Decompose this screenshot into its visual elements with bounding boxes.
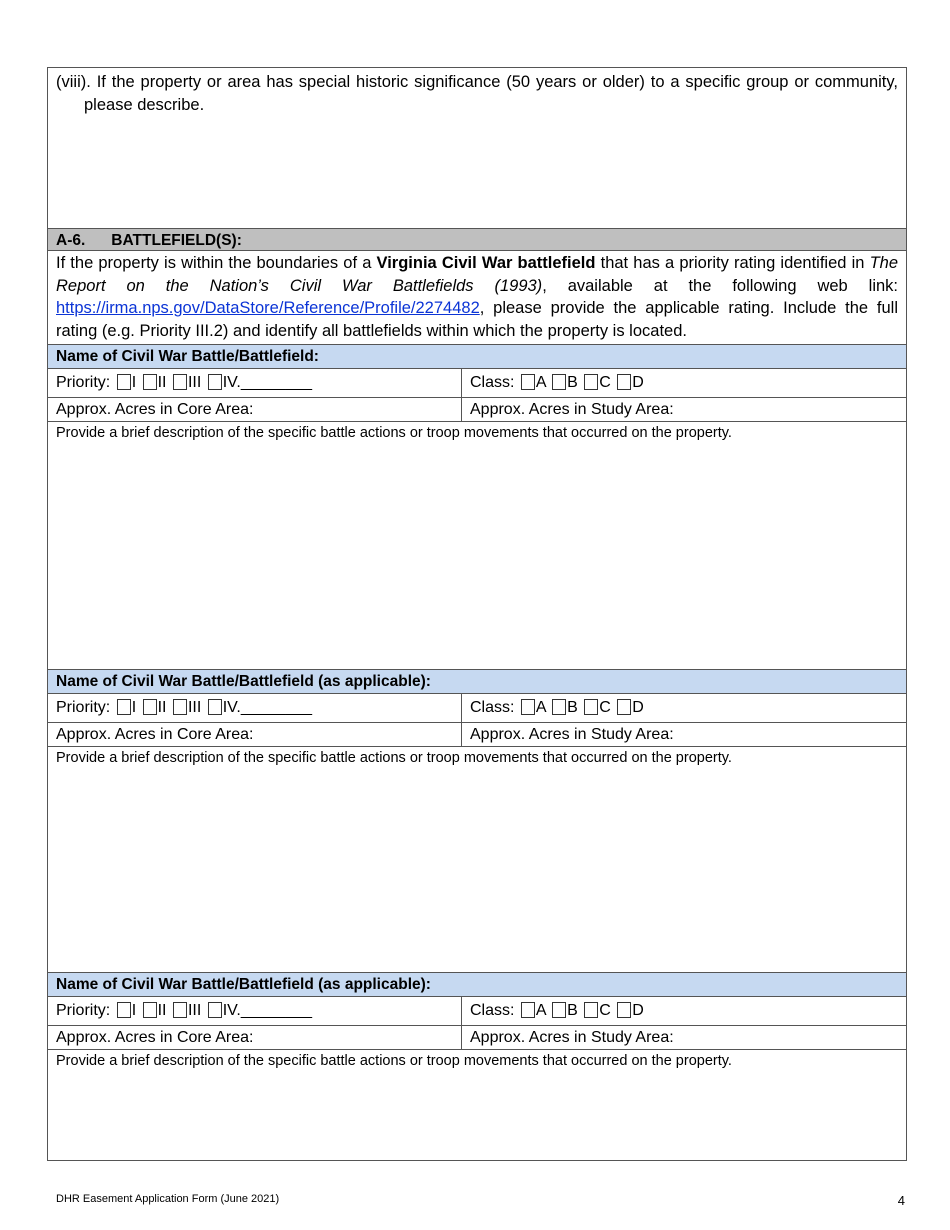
priority-checkbox[interactable] bbox=[173, 1002, 187, 1018]
battlefield-name-field[interactable]: Name of Civil War Battle/Battlefield (as applicable): bbox=[48, 973, 906, 997]
report-title: The Report on the Nation’s Civil War Battlefields (1993) bbox=[56, 254, 899, 295]
class-option: B bbox=[567, 1002, 578, 1019]
rating-row bbox=[48, 997, 906, 1026]
priority-checkbox[interactable] bbox=[208, 699, 222, 715]
priority-checkbox[interactable] bbox=[173, 374, 187, 390]
class-option: A bbox=[535, 374, 546, 391]
intro-text-3: , available at the following web link: bbox=[542, 276, 899, 295]
battle-description-field[interactable] bbox=[48, 1050, 906, 1160]
priority-checkbox[interactable] bbox=[143, 699, 157, 715]
priority-option: I bbox=[131, 699, 137, 716]
study-acres-field[interactable]: Approx. Acres in Study Area: bbox=[470, 726, 674, 743]
rating-row bbox=[48, 369, 906, 398]
study-acres-field[interactable]: Approx. Acres in Study Area: bbox=[470, 401, 674, 418]
rating-row bbox=[48, 694, 906, 723]
intro-bold-text: Virginia Civil War battlefield bbox=[376, 254, 596, 272]
priority-cell bbox=[48, 694, 462, 722]
report-link[interactable]: https://irma.nps.gov/DataStore/Reference/Profile/2274482 bbox=[56, 299, 480, 317]
class-label: Class: bbox=[470, 374, 515, 391]
priority-checkbox[interactable] bbox=[208, 374, 222, 390]
battle-description-field[interactable] bbox=[48, 747, 906, 973]
application-form bbox=[47, 67, 907, 1161]
class-checkbox[interactable] bbox=[552, 1002, 566, 1018]
priority-checkbox[interactable] bbox=[117, 699, 131, 715]
priority-checkbox[interactable] bbox=[117, 1002, 131, 1018]
class-option: B bbox=[567, 374, 578, 391]
class-checkbox[interactable] bbox=[617, 1002, 631, 1018]
class-option: C bbox=[599, 699, 611, 716]
acres-row bbox=[48, 398, 906, 422]
acres-row bbox=[48, 723, 906, 747]
class-option: D bbox=[632, 374, 644, 391]
class-label: Class: bbox=[470, 1002, 515, 1019]
priority-option: II bbox=[157, 1002, 167, 1019]
priority-checkbox[interactable] bbox=[143, 374, 157, 390]
priority-option: I bbox=[131, 1002, 137, 1019]
class-checkbox[interactable] bbox=[552, 374, 566, 390]
class-option: A bbox=[535, 699, 546, 716]
class-checkbox[interactable] bbox=[521, 1002, 535, 1018]
priority-option: III bbox=[187, 1002, 202, 1019]
question-number: (viii). bbox=[56, 73, 91, 91]
footer-form-name: DHR Easement Application Form (June 2021) bbox=[56, 1193, 280, 1205]
priority-option: IV.________ bbox=[222, 374, 313, 391]
class-cell bbox=[462, 369, 906, 397]
class-option: C bbox=[599, 1002, 611, 1019]
class-checkbox[interactable] bbox=[584, 374, 598, 390]
study-acres-field[interactable]: Approx. Acres in Study Area: bbox=[470, 1029, 674, 1046]
acres-row bbox=[48, 1026, 906, 1050]
priority-checkbox[interactable] bbox=[117, 374, 131, 390]
class-label: Class: bbox=[470, 699, 515, 716]
priority-option: IV.________ bbox=[222, 699, 313, 716]
class-option: A bbox=[535, 1002, 546, 1019]
intro-text-4: , please provide the applicable rating. Include the full rating (e.g. Priority III.2) and identify all battlefields within which the property is located. bbox=[56, 299, 898, 340]
priority-checkbox[interactable] bbox=[208, 1002, 222, 1018]
priority-cell bbox=[48, 997, 462, 1025]
class-cell bbox=[462, 997, 906, 1025]
question-text: If the property or area has special historic significance (50 years or older) to a specific group or community, please describe. bbox=[84, 73, 899, 114]
section-title: BATTLEFIELD(S): bbox=[111, 232, 242, 249]
class-option: D bbox=[632, 699, 644, 716]
core-acres-field[interactable]: Approx. Acres in Core Area: bbox=[48, 723, 462, 746]
significance-question-viii[interactable] bbox=[48, 68, 906, 229]
intro-text-1: If the property is within the boundaries of a bbox=[56, 254, 377, 272]
priority-cell bbox=[48, 369, 462, 397]
class-checkbox[interactable] bbox=[521, 699, 535, 715]
description-prompt: Provide a brief description of the specific battle actions or troop movements that occurred on the property. bbox=[56, 425, 732, 441]
battlefield-name-field[interactable]: Name of Civil War Battle/Battlefield (as applicable): bbox=[48, 670, 906, 694]
priority-checkbox[interactable] bbox=[173, 699, 187, 715]
priority-option: IV.________ bbox=[222, 1002, 313, 1019]
battlefield-instructions bbox=[48, 251, 906, 345]
priority-label: Priority: bbox=[56, 374, 111, 391]
class-checkbox[interactable] bbox=[584, 699, 598, 715]
section-heading bbox=[48, 229, 906, 251]
description-prompt: Provide a brief description of the specific battle actions or troop movements that occurred on the property. bbox=[56, 1053, 732, 1069]
class-checkbox[interactable] bbox=[552, 699, 566, 715]
priority-option: III bbox=[187, 699, 202, 716]
description-prompt: Provide a brief description of the specific battle actions or troop movements that occurred on the property. bbox=[56, 750, 732, 766]
footer-page-number: 4 bbox=[897, 1193, 905, 1208]
intro-text-2: that has a priority rating identified in bbox=[595, 254, 870, 272]
section-code: A-6. bbox=[56, 232, 86, 249]
priority-label: Priority: bbox=[56, 699, 111, 716]
class-option: D bbox=[632, 1002, 644, 1019]
priority-checkbox[interactable] bbox=[143, 1002, 157, 1018]
core-acres-field[interactable]: Approx. Acres in Core Area: bbox=[48, 1026, 462, 1049]
priority-label: Priority: bbox=[56, 1002, 111, 1019]
priority-option: II bbox=[157, 374, 167, 391]
class-checkbox[interactable] bbox=[617, 374, 631, 390]
battle-description-field[interactable] bbox=[48, 422, 906, 670]
class-cell bbox=[462, 694, 906, 722]
priority-option: III bbox=[187, 374, 202, 391]
priority-option: II bbox=[157, 699, 167, 716]
class-option: C bbox=[599, 374, 611, 391]
priority-option: I bbox=[131, 374, 137, 391]
class-checkbox[interactable] bbox=[521, 374, 535, 390]
class-checkbox[interactable] bbox=[584, 1002, 598, 1018]
core-acres-field[interactable]: Approx. Acres in Core Area: bbox=[48, 398, 462, 421]
class-checkbox[interactable] bbox=[617, 699, 631, 715]
battlefield-name-field[interactable]: Name of Civil War Battle/Battlefield: bbox=[48, 345, 906, 369]
class-option: B bbox=[567, 699, 578, 716]
